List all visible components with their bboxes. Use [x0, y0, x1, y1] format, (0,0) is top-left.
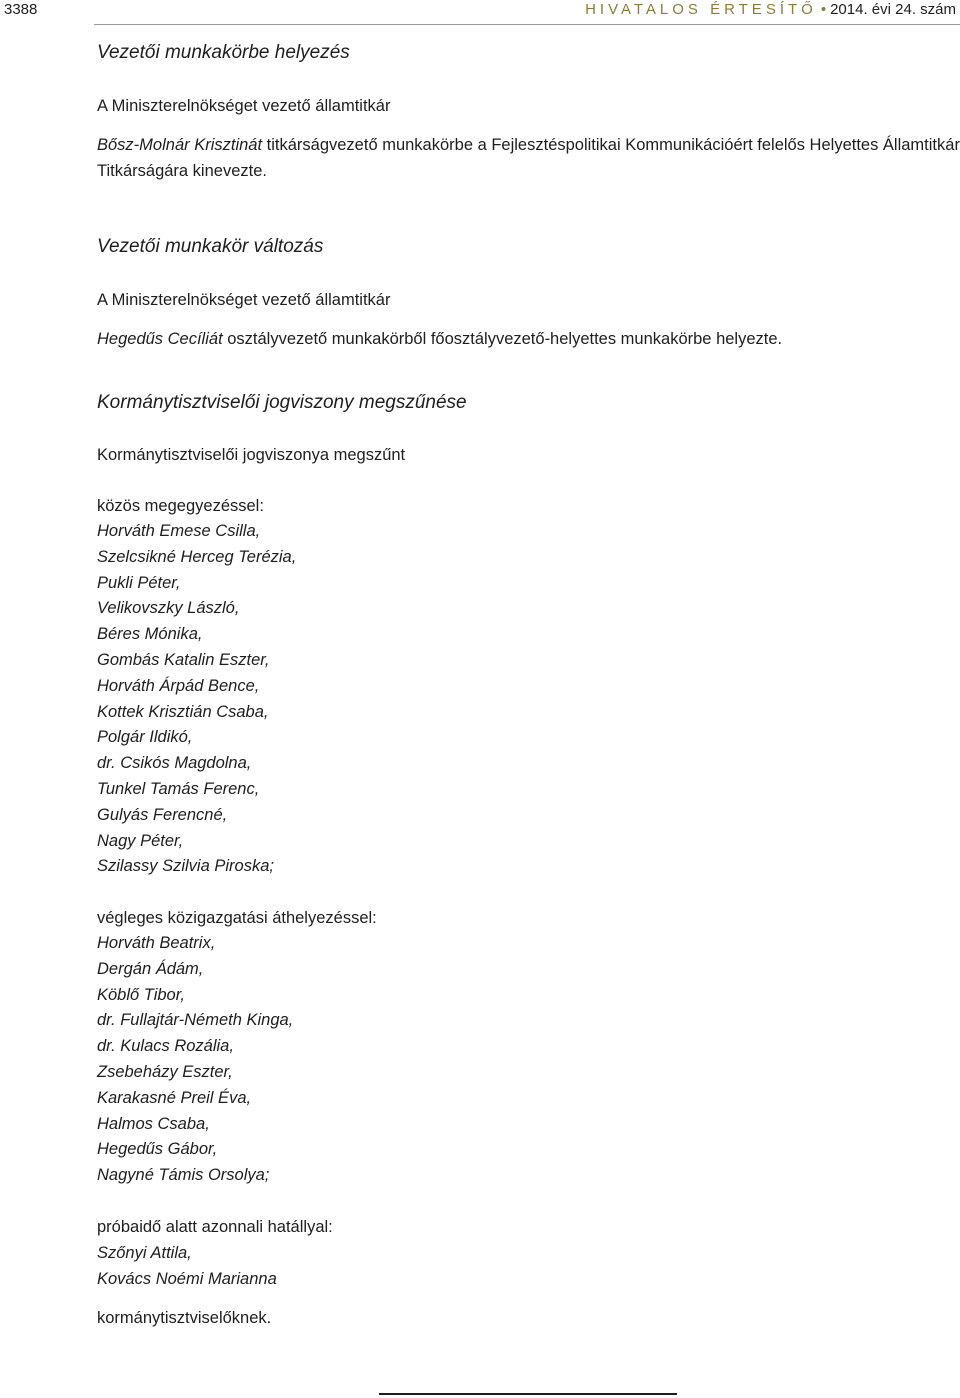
separator-dot: • — [820, 1, 827, 18]
name-list-item: Tunkel Tamás Ferenc, — [97, 779, 260, 798]
position-change-text — [97, 330, 782, 349]
name-list-item: Zsebeházy Eszter, — [97, 1062, 233, 1081]
group-label-probation: próbaidő alatt azonnali hatállyal: — [97, 1218, 333, 1236]
name-list-item: Szőnyi Attila, — [97, 1244, 192, 1262]
authority-line-2: A Miniszterelnökséget vezető államtitkár — [97, 291, 391, 309]
closing-text: kormánytisztviselőknek. — [97, 1309, 272, 1327]
name-list-item: Kottek Krisztián Csaba, — [97, 702, 269, 721]
mutual-agreement-list — [97, 519, 296, 880]
name-list-item: Pukli Péter, — [97, 573, 181, 592]
name-list-item: Dergán Ádám, — [97, 959, 204, 978]
name-list-item: Gombás Katalin Eszter, — [97, 650, 270, 669]
name-list-item: Gulyás Ferencné, — [97, 805, 228, 824]
section-title-termination: Kormánytisztviselői jogviszony megszűnése — [97, 392, 467, 413]
name-list-item: Béres Mónika, — [97, 625, 203, 644]
name-list-item: Horváth Árpád Bence, — [97, 676, 260, 695]
appointment-text-line-2: Titkárságára kinevezte. — [97, 162, 267, 180]
name-list-item: Szilassy Szilvia Piroska; — [97, 857, 274, 876]
authority-line-1: A Miniszterelnökséget vezető államtitkár — [97, 97, 391, 115]
page-header — [0, 0, 960, 24]
bottom-divider — [379, 1393, 677, 1395]
appointment-text-line-1 — [97, 136, 959, 155]
header-divider — [94, 24, 960, 25]
journal-name: HIVATALOS ÉRTESÍTŐ — [585, 1, 817, 18]
name-list-item: Velikovszky László, — [97, 599, 240, 618]
section-title-appointment: Vezetői munkakörbe helyezés — [97, 42, 350, 63]
page-number: 3388 — [4, 1, 38, 18]
name-list-item: Halmos Csaba, — [97, 1114, 210, 1133]
group-label-transfer: végleges közigazgatási áthelyezéssel: — [97, 909, 377, 927]
name-list-item: Köblő Tibor, — [97, 985, 185, 1004]
section-title-position-change: Vezetői munkakör változás — [97, 236, 324, 257]
group-label-mutual-agreement: közös megegyezéssel: — [97, 497, 264, 515]
name-list-item: Hegedűs Gábor, — [97, 1140, 218, 1159]
probation-list — [97, 1241, 277, 1293]
appointee-name: Bősz-Molnár Krisztinát — [97, 136, 263, 154]
name-list-item: Kovács Noémi Marianna — [97, 1269, 277, 1288]
transferee-name: Hegedűs Cecíliát — [97, 330, 223, 348]
name-list-item: Nagyné Támis Orsolya; — [97, 1166, 270, 1185]
name-list-item: dr. Fullajtár-Németh Kinga, — [97, 1011, 294, 1030]
name-list-item: Karakasné Preil Éva, — [97, 1088, 252, 1107]
position-change-rest: osztályvezető munkakörből főosztályvezető-helyettes munkakörbe helyezte. — [222, 330, 783, 348]
name-list-item: Horváth Emese Csilla, — [97, 522, 261, 540]
transfer-list — [97, 931, 293, 1189]
name-list-item: dr. Kulacs Rozália, — [97, 1037, 234, 1056]
name-list-item: Nagy Péter, — [97, 831, 184, 850]
journal-title — [585, 1, 956, 18]
name-list-item: Horváth Beatrix, — [97, 934, 216, 952]
appointment-text-rest: titkárságvezető munkakörbe a Fejlesztéspolitikai Kommunikációért felelős Helyettes Államtitkár — [262, 136, 960, 154]
name-list-item: dr. Csikós Magdolna, — [97, 754, 252, 773]
name-list-item: Szelcsikné Herceg Terézia, — [97, 547, 297, 566]
termination-intro: Kormánytisztviselői jogviszonya megszűnt — [97, 446, 406, 464]
name-list-item: Polgár Ildikó, — [97, 728, 193, 747]
issue-number: 2014. évi 24. szám — [830, 1, 956, 18]
